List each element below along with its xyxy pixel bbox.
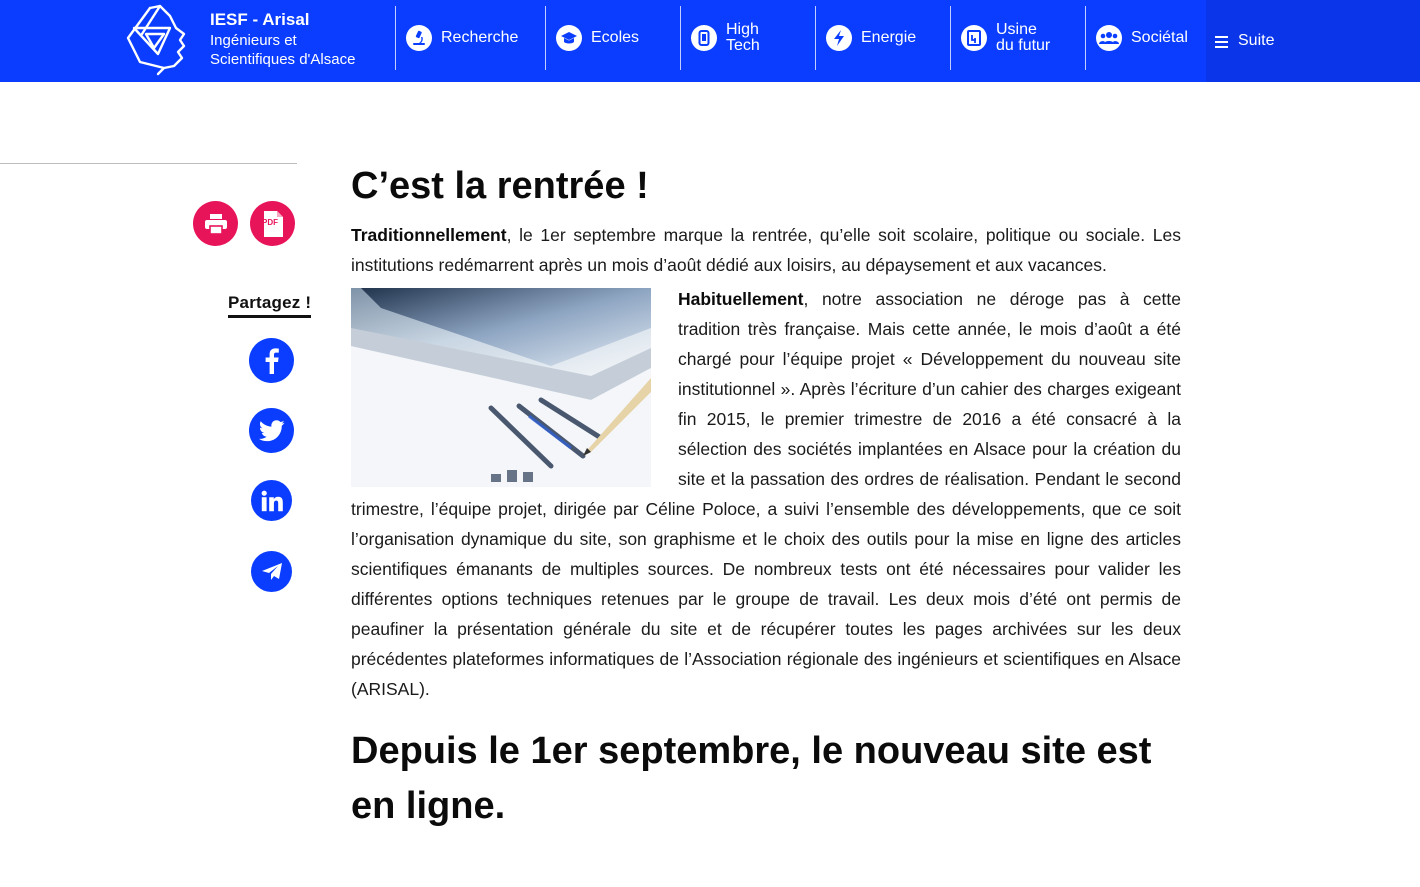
nav-item-ecoles[interactable] (545, 6, 681, 70)
article-paragraph-1 (351, 220, 1181, 280)
nav-item-usine-du-futur[interactable] (950, 6, 1086, 70)
paragraph-1-text: , le 1er septembre marque la rentrée, qu’elle soit scolaire, politique ou sociale. Les institutions redémarrent après un mois d’août dédié aux loisirs, au dépaysement et aux vacances. (351, 225, 1181, 275)
print-button[interactable] (193, 201, 238, 246)
paragraph-2-lead: Habituellement (678, 289, 804, 309)
facebook-share-button[interactable] (249, 338, 294, 383)
smartphone-icon (691, 25, 717, 51)
nav-item-energie[interactable] (815, 6, 951, 70)
article-image-laptop-chart (351, 288, 651, 487)
twitter-icon (259, 420, 285, 442)
pdf-download-button[interactable] (250, 201, 295, 246)
pdf-label: PDF (262, 218, 278, 227)
nav-label-high-tech: High Tech (726, 21, 760, 54)
hamburger-menu-icon (1215, 36, 1228, 51)
iesf-arisal-logo-icon[interactable] (124, 4, 194, 76)
nav-item-high-tech[interactable] (680, 6, 816, 70)
nav-item-societal[interactable] (1085, 6, 1207, 70)
paper-plane-icon (261, 562, 283, 582)
graduation-cap-icon (556, 25, 582, 51)
nav-label-ecoles: Ecoles (591, 29, 640, 46)
paragraph-1-lead: Traditionnellement (351, 225, 507, 245)
brand-name: IESF - Arisal (210, 10, 310, 29)
brand-tagline-line1: Ingénieurs et (210, 32, 297, 49)
more-menu-button[interactable] (1206, 0, 1420, 82)
microscope-icon (406, 25, 432, 51)
telegram-share-button[interactable] (251, 551, 292, 592)
article-title: C’est la rentrée ! (351, 165, 649, 207)
brand-tagline-line2: Scientifiques d'Alsace (210, 51, 356, 68)
paragraph-2-text: , notre association ne déroge pas à cette tradition très française. Mais cette année, le mois d’août a été chargé pour l’équipe projet « Développement du nouveau site institutionnel ». Après l’écriture d’un cahier des charges exigeant fin 2015, le premier trimestre de 2016 a été consacré à la sélection des sociétés implantées en Alsace pour la création du site et la passation des ordres de réalisation. Pendant le second trimestre, l’équipe projet, dirigée par Céline Poloce, a suivi l’ensemble des développements, que ce soit l’organisation dynamique du site, son graphisme et le choix des outils pour la mise en ligne des articles scientifiques émanants de multiples sources. De nombreux tests ont été nécessaires pour valider les différentes options techniques retenues par le groupe de travail. Les deux mois d’été ont permis de peaufiner la présentation générale du site et de récupérer toutes les pages archivées sur les deux précédentes plateformes informatiques de l’Association régionale des ingénieurs et scientifiques en Alsace (ARISAL). (351, 289, 1181, 699)
nav-item-recherche[interactable] (395, 6, 546, 70)
share-heading: Partagez ! (228, 293, 311, 318)
lightning-icon (826, 25, 852, 51)
article-subheading: Depuis le 1er septembre, le nouveau site est en ligne. (351, 730, 1152, 827)
nav-label-energie: Energie (861, 29, 917, 46)
twitter-share-button[interactable] (249, 408, 294, 453)
nav-label-recherche: Recherche (441, 29, 519, 46)
people-icon (1096, 25, 1122, 51)
top-navigation-bar (0, 0, 1420, 82)
factory-icon (961, 25, 987, 51)
more-menu-label: Suite (1238, 32, 1275, 49)
facebook-icon (265, 348, 279, 374)
linkedin-icon (261, 490, 283, 512)
nav-label-usine-du-futur: Usine du futur (996, 21, 1051, 54)
linkedin-share-button[interactable] (251, 480, 292, 521)
printer-icon (204, 213, 228, 235)
sidebar-divider (0, 163, 297, 164)
nav-label-societal: Sociétal (1131, 29, 1188, 46)
site-brand[interactable] (210, 10, 355, 69)
article-content (351, 160, 1181, 834)
